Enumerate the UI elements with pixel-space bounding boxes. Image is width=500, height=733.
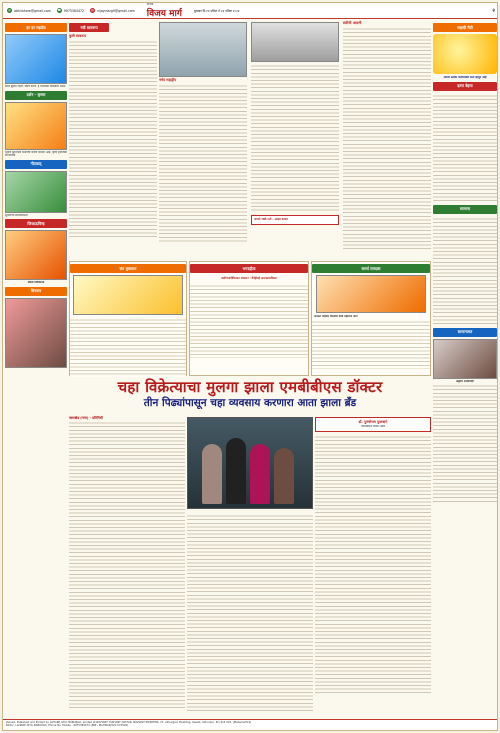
story-tag-1: नवी सावरूप [69, 23, 109, 32]
main-story [69, 379, 431, 723]
section-header-right-2: इतरा बेहमा [433, 82, 497, 91]
gita-quote: प्रावीणतावीमिम्यात संचालन : वैदेहीवहे तत्यगमालमिप्रज्ञ [221, 276, 277, 280]
story-col-1 [69, 21, 157, 259]
footer-line-2: Editor: LAHARE ATUL BABURAO, Phone No. Mobile - 9975384472 (RNI - MAHMAR/2017/74520) [6, 724, 129, 728]
section-header-right-3: सामाना [433, 205, 497, 214]
tukaram-section [69, 261, 187, 376]
story-text-3 [251, 63, 339, 213]
story-text-1 [69, 39, 157, 239]
vivekananda-image [5, 230, 67, 280]
ramdas-quote: जन्मात नाहीतर कितोमी कर्मी महाराज आपे [314, 315, 358, 318]
side-profile-name: डॉ. पुरुषोत्तम फुलबागे [358, 420, 388, 424]
section-header-right-1: सहायी मैत्री [433, 23, 497, 32]
photo-caption: आपले पक्के तत्वे - आसंद कायम [251, 215, 339, 225]
main-headline: चहा विक्रेत्याचा मुलगा झाला एमबीबीएस डॉक्टर [117, 378, 383, 396]
gita-text [190, 283, 308, 358]
caption-gita: सुमाराज्य सार्वजनीनता [5, 213, 28, 217]
phone-icon: ☎ [57, 8, 62, 12]
tukaram-image [73, 275, 183, 315]
main-story-right [315, 415, 431, 715]
main-text-left [69, 420, 185, 710]
email2-icon: @ [91, 8, 95, 12]
person-figure-3 [250, 444, 270, 504]
ramdas-section [311, 261, 431, 376]
tukaram-text [70, 317, 186, 377]
email2-contact [90, 8, 135, 13]
issue-date: बुधवार दि.१७ एप्रिल ते २३ एप्रिल २०२४ [193, 8, 240, 13]
section-header-gita: गीतासद् [5, 160, 67, 169]
caption-krishna: यशाचे कुमाराला निसर्गाचे प्रेमाचं फायदा आहे, कृष्ण हृदयाच्या सौभाग्याचं [5, 150, 67, 158]
main-subheadline: तीन पिढ्यांपासून चहा व्यवसाय करणारा आता झाला ब्रँड [143, 397, 357, 409]
story-heading-2: नर्मद महाद्वीप [159, 78, 177, 82]
email2-text: vijaymarg9@gmail.com [97, 8, 135, 13]
email-icon: @ [8, 8, 11, 12]
story-col-3 [251, 21, 339, 259]
footer-imprint [3, 719, 498, 731]
caption-mahadev: सदैव झुंजत राहणं, संघर्ष करणं, हे मानसिक शिवबाला असतं [5, 85, 66, 88]
section-header-ramdas: समर्थ रामदास [312, 264, 430, 273]
meeting-image [251, 22, 339, 62]
ramdas-image [316, 275, 426, 313]
main-byline: जामखेड (नगर) - प्रतिनिधी [69, 416, 103, 420]
right-quote: आपण प्रत्येक परिवारावरी सत्य म्हणून आहे [443, 76, 487, 79]
section-header-right-4: सामान्यमत [433, 328, 497, 337]
gita-image [5, 171, 67, 213]
right-caption: सह्याचे आशावादी [456, 379, 474, 383]
section-header-tukaram: संत तुकाराम [70, 264, 186, 273]
masthead-title: विजय मार्ग [146, 9, 182, 19]
center-area [69, 21, 431, 726]
right-text-2 [433, 216, 497, 326]
person-figure-4 [274, 448, 294, 504]
shiva-image [5, 34, 67, 84]
top-stories [69, 21, 431, 259]
shivaray-image [5, 298, 67, 368]
story-col-2 [159, 21, 247, 259]
right-text-3 [433, 383, 497, 503]
story-heading-4: सदीची आदमी [343, 21, 362, 25]
page-number: २ [492, 7, 495, 14]
graduate-photo [187, 417, 313, 509]
ramdas-text [312, 319, 430, 369]
masthead [147, 2, 182, 19]
story-text-2 [159, 83, 247, 243]
side-profile-sub: एमबीबीएस डॉक्टर झाले [360, 425, 386, 428]
story-heading-1: कुवी सावरूप [69, 34, 87, 38]
top-bar [3, 3, 498, 19]
right-image [433, 339, 497, 379]
right-text-1 [433, 93, 497, 203]
story-text-4 [343, 26, 431, 251]
temple-image [159, 22, 247, 77]
story-col-4 [343, 21, 431, 259]
main-story-left [69, 415, 185, 715]
person-figure-2 [226, 438, 246, 504]
section-header-krishna: दर्शन - कृष्णा [5, 91, 67, 100]
person-figure-1 [202, 444, 222, 504]
section-header-jijau: जिजाऊचिन्ह [5, 219, 67, 228]
section-header-mahadev: हर दर महादेव [5, 23, 67, 32]
main-text-center [187, 513, 313, 713]
email-text: abhilahare@gmail.com [14, 8, 51, 13]
phone-contact [57, 8, 84, 13]
main-text-right [315, 434, 431, 694]
footer-line-1: Owned, Published and Printed by LAHARE ATUL BABURAO, printed at NISHANT YASHANT DATTAR, NISHANT PRINTERS, 27, Akhurgad, Mukhtag, Sewak, Akhurpur, Pin 414 001, (Maharashtra) [6, 721, 252, 724]
side-profile-box [315, 417, 431, 432]
section-header-shivaray: शिवराय [5, 287, 67, 296]
caption-vivekananda: स्वामी विवेकानंद [27, 281, 45, 285]
gita-section [189, 261, 309, 376]
masthead-sub: दैनिक [146, 2, 154, 6]
email-contact [7, 8, 51, 13]
left-column [5, 21, 67, 726]
right-column [433, 21, 497, 726]
cartoon-image [433, 34, 497, 74]
section-header-bhagavadgita: भगवद्गीता [190, 264, 308, 273]
phone-text: 9975384472 [63, 8, 85, 13]
newspaper-page [2, 2, 498, 731]
krishna-image [5, 102, 67, 150]
